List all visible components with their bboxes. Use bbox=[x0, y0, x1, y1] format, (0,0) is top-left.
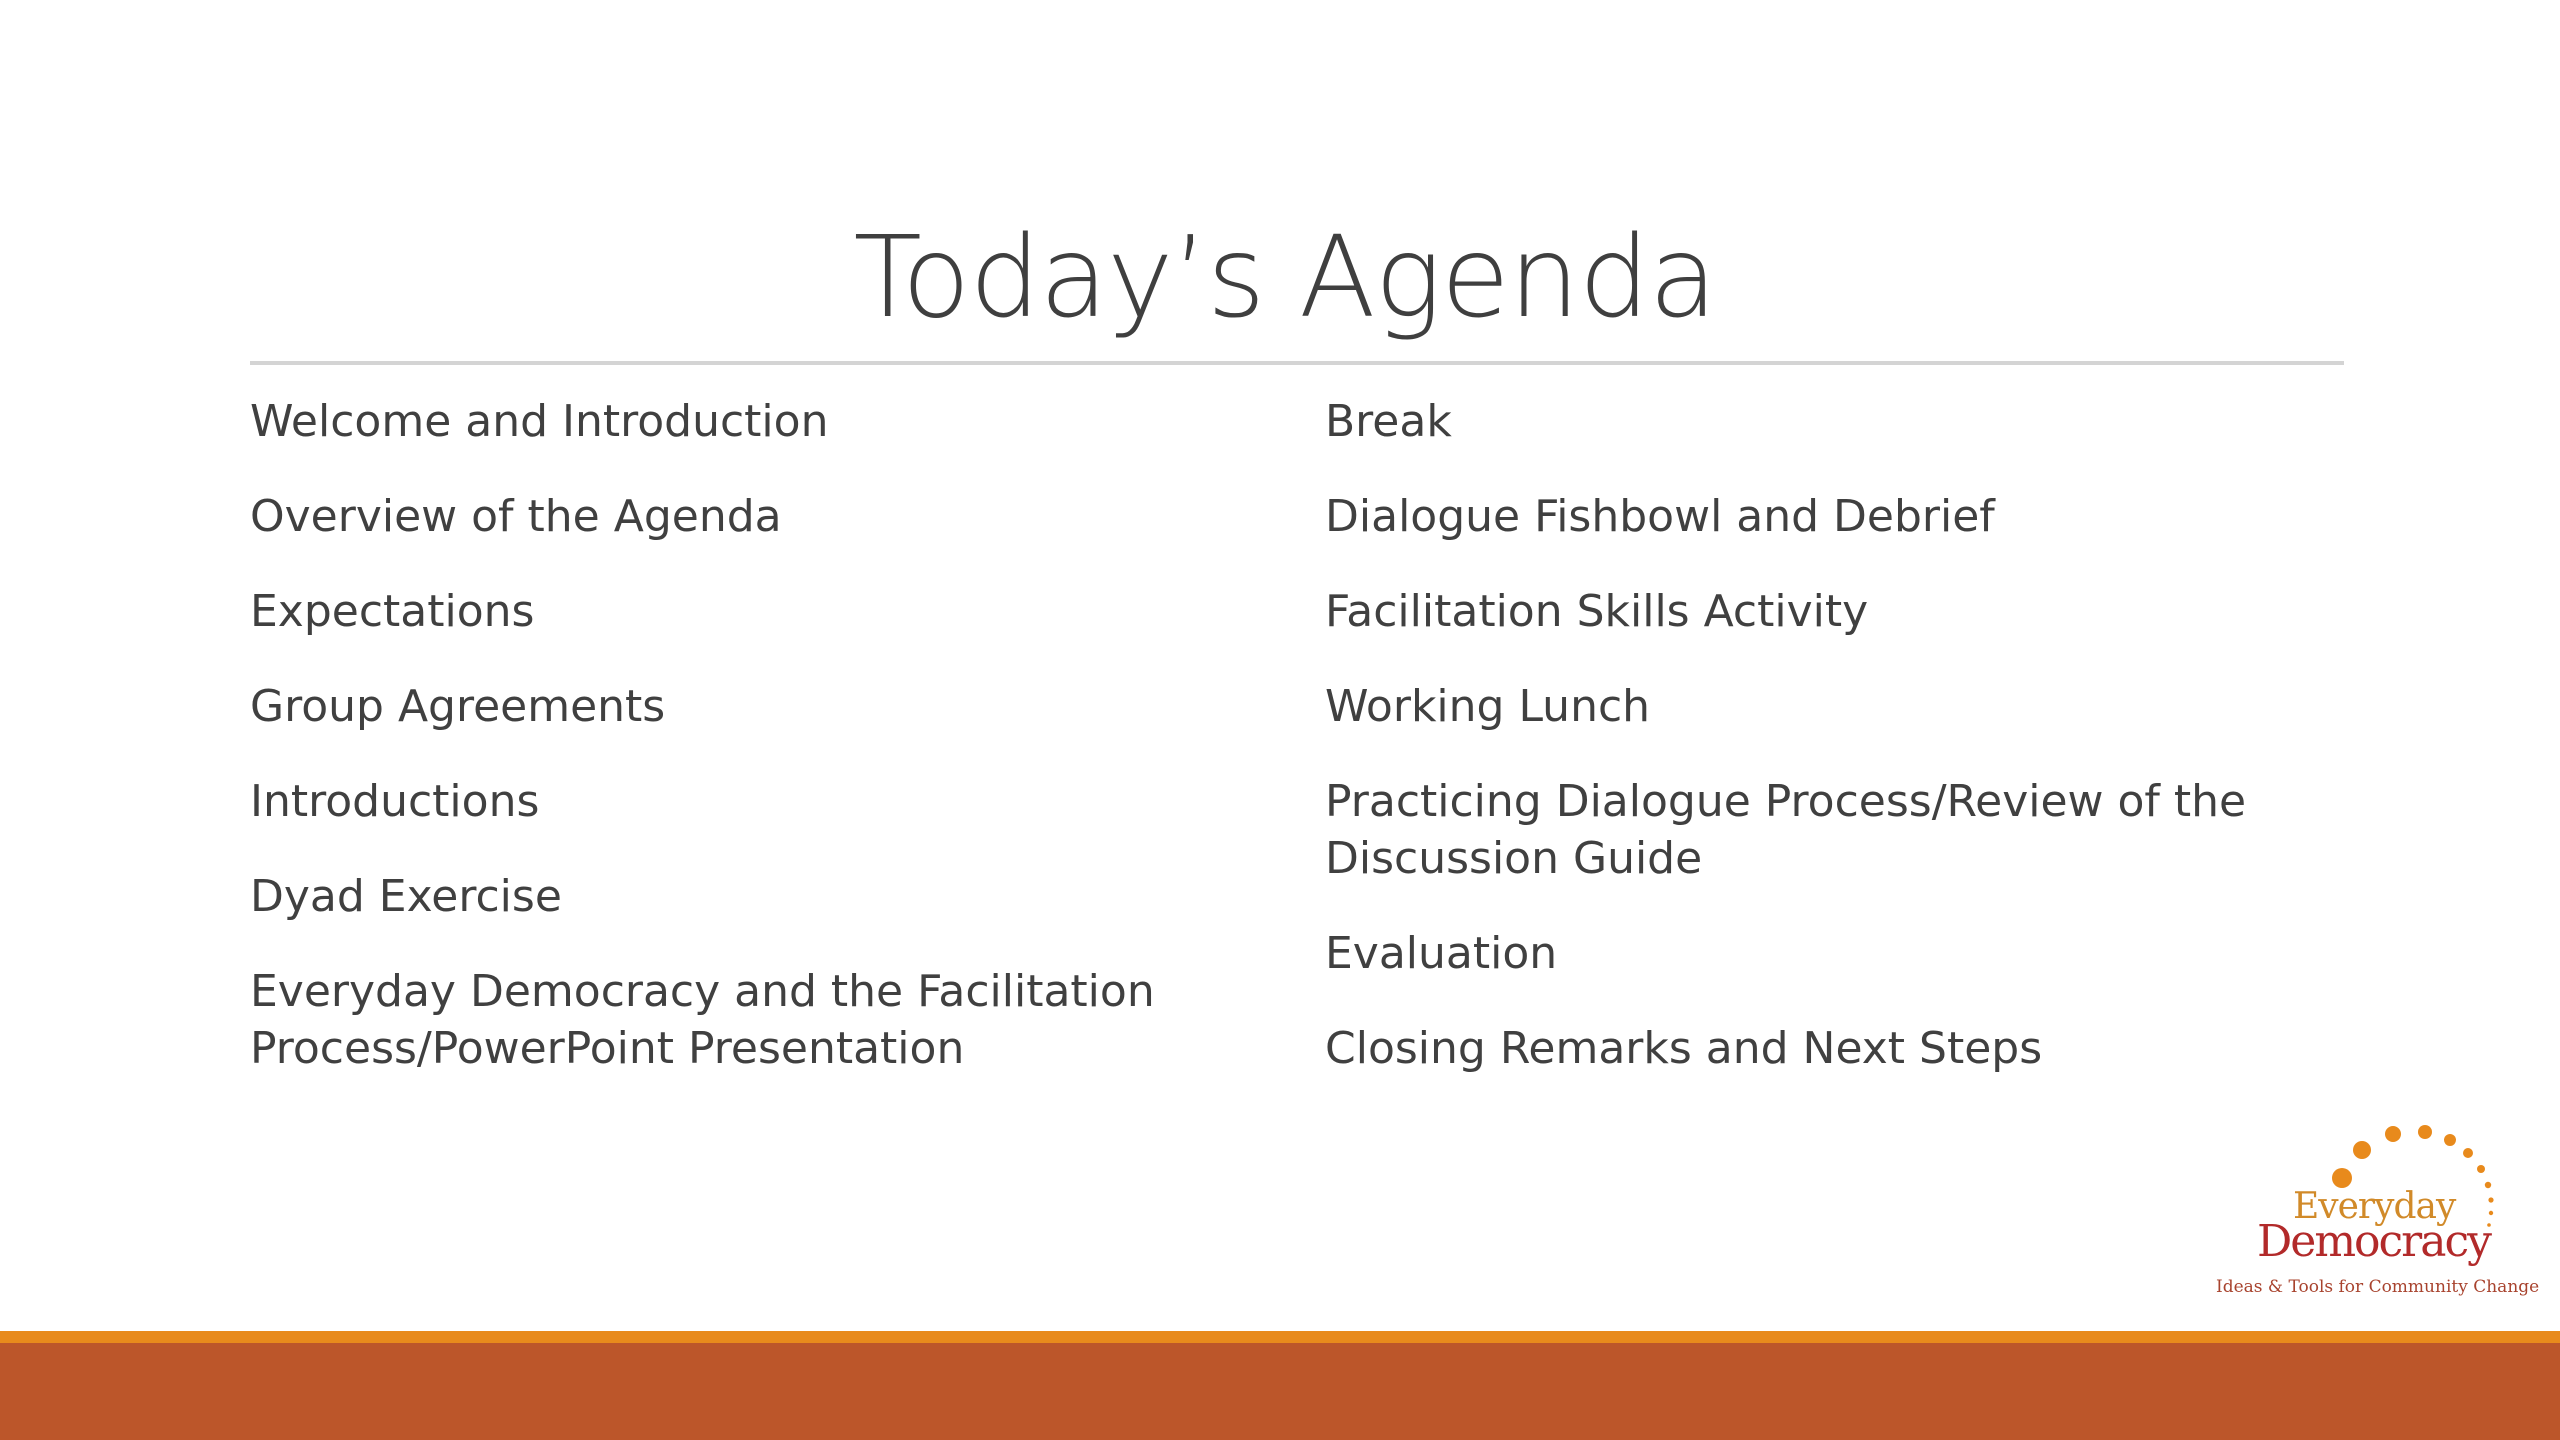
agenda-item: Closing Remarks and Next Steps bbox=[1325, 1023, 2043, 1074]
footer-band bbox=[0, 1343, 2560, 1440]
title-divider bbox=[250, 361, 2344, 365]
agenda-item: Dialogue Fishbowl and Debrief bbox=[1325, 491, 1995, 542]
agenda-item: Expectations bbox=[250, 586, 535, 637]
agenda-column-right bbox=[1325, 393, 2325, 1115]
logo-wordmark-everyday: Everyday bbox=[2293, 1186, 2456, 1227]
agenda-item: Evaluation bbox=[1325, 928, 1558, 979]
agenda-item: Dyad Exercise bbox=[250, 871, 562, 922]
footer-accent-bar bbox=[0, 1331, 2560, 1343]
logo-tagline: Ideas & Tools for Community Change bbox=[2216, 1277, 2540, 1297]
agenda-item: Overview of the Agenda bbox=[250, 491, 782, 542]
agenda-item: Introductions bbox=[250, 776, 540, 827]
agenda-item: Everyday Democracy and the Facilitation Process/PowerPoint Presentation bbox=[250, 966, 1155, 1074]
slide-title: Today’s Agenda bbox=[853, 213, 1717, 343]
agenda-item: Working Lunch bbox=[1325, 681, 1651, 732]
agenda-item: Facilitation Skills Activity bbox=[1325, 586, 1869, 637]
agenda-column-left bbox=[250, 393, 1250, 1115]
logo-wordmark-democracy: Democracy bbox=[2257, 1216, 2490, 1267]
agenda-item: Group Agreements bbox=[250, 681, 666, 732]
agenda-item: Welcome and Introduction bbox=[250, 396, 829, 447]
agenda-item: Break bbox=[1325, 396, 1452, 447]
agenda-item: Practicing Dialogue Process/Review of the Discussion Guide bbox=[1325, 776, 2247, 884]
